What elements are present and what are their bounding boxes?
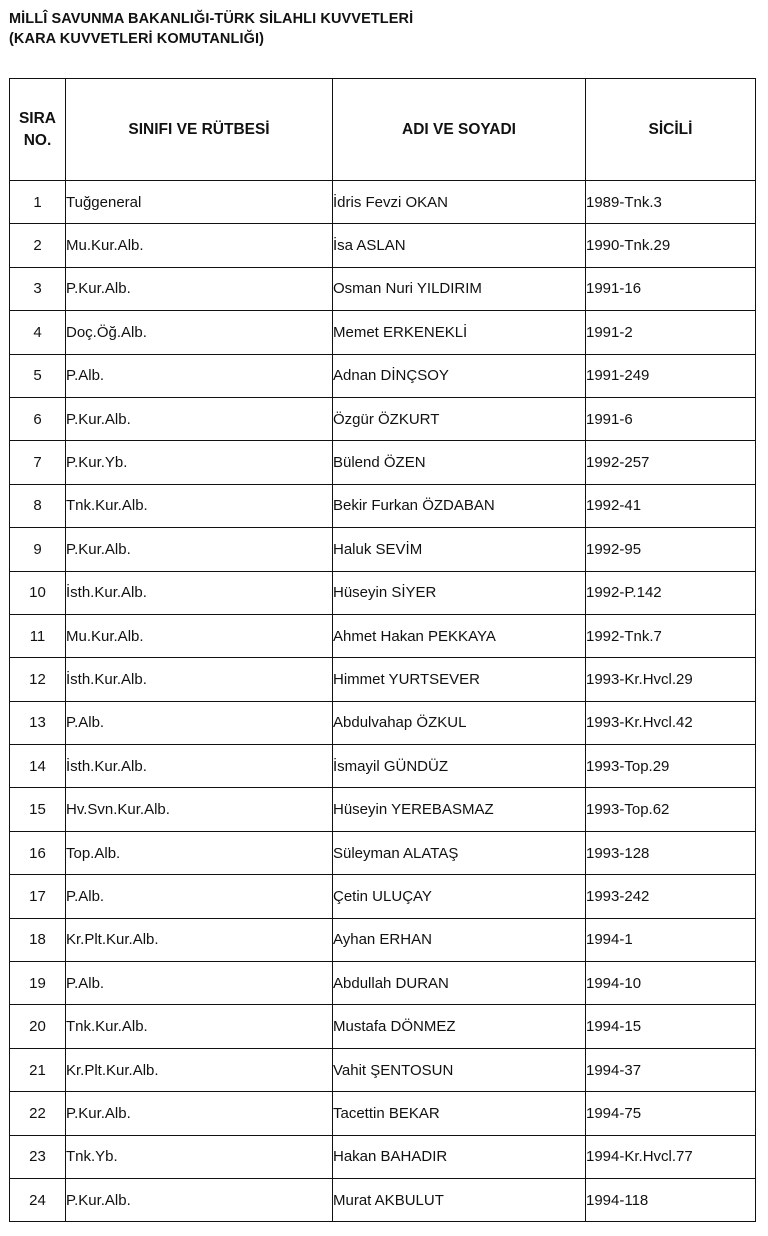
registry-cell: 1991-6 <box>586 397 756 440</box>
registry-cell: 1991-249 <box>586 354 756 397</box>
row-number-cell: 6 <box>10 397 66 440</box>
registry-cell: 1993-128 <box>586 831 756 874</box>
rank-cell: P.Kur.Alb. <box>66 1178 333 1221</box>
rank-cell: P.Alb. <box>66 354 333 397</box>
registry-cell: 1994-118 <box>586 1178 756 1221</box>
heading-line-command: (KARA KUVVETLERİ KOMUTANLIĞI) <box>9 31 265 47</box>
row-number-cell: 3 <box>10 267 66 310</box>
registry-cell: 1994-10 <box>586 962 756 1005</box>
name-cell: Memet ERKENEKLİ <box>333 311 586 354</box>
name-cell: Himmet YURTSEVER <box>333 658 586 701</box>
table-row <box>10 484 756 527</box>
name-cell: Murat AKBULUT <box>333 1178 586 1221</box>
row-number-cell: 16 <box>10 831 66 874</box>
registry-cell: 1994-15 <box>586 1005 756 1048</box>
table-body <box>10 181 756 1222</box>
row-number-cell: 8 <box>10 484 66 527</box>
rank-cell: İsth.Kur.Alb. <box>66 658 333 701</box>
registry-cell: 1994-1 <box>586 918 756 961</box>
name-cell: Hüseyin SİYER <box>333 571 586 614</box>
name-cell: Süleyman ALATAŞ <box>333 831 586 874</box>
table-row <box>10 397 756 440</box>
registry-cell: 1993-Top.29 <box>586 745 756 788</box>
rank-cell: Tnk.Kur.Alb. <box>66 484 333 527</box>
registry-cell: 1990-Tnk.29 <box>586 224 756 267</box>
header-sira-no <box>10 79 66 181</box>
table-row <box>10 354 756 397</box>
table-row <box>10 441 756 484</box>
registry-cell: 1993-Top.62 <box>586 788 756 831</box>
registry-cell: 1994-37 <box>586 1048 756 1091</box>
table-row <box>10 528 756 571</box>
name-cell: Özgür ÖZKURT <box>333 397 586 440</box>
table-row <box>10 267 756 310</box>
registry-cell: 1993-242 <box>586 875 756 918</box>
document-heading <box>9 9 413 49</box>
rank-cell: P.Alb. <box>66 962 333 1005</box>
header-sira-label: SIRA <box>18 109 57 127</box>
table-row <box>10 224 756 267</box>
personnel-table <box>9 78 756 1222</box>
registry-cell: 1992-41 <box>586 484 756 527</box>
table-row <box>10 875 756 918</box>
row-number-cell: 2 <box>10 224 66 267</box>
name-cell: Ahmet Hakan PEKKAYA <box>333 614 586 657</box>
rank-cell: Kr.Plt.Kur.Alb. <box>66 1048 333 1091</box>
row-number-cell: 20 <box>10 1005 66 1048</box>
table-row <box>10 1178 756 1221</box>
rank-cell: P.Kur.Alb. <box>66 528 333 571</box>
registry-cell: 1992-257 <box>586 441 756 484</box>
rank-cell: Top.Alb. <box>66 831 333 874</box>
name-cell: Haluk SEVİM <box>333 528 586 571</box>
table-header-row <box>10 79 756 181</box>
rank-cell: Mu.Kur.Alb. <box>66 614 333 657</box>
row-number-cell: 24 <box>10 1178 66 1221</box>
name-cell: Osman Nuri YILDIRIM <box>333 267 586 310</box>
registry-cell: 1993-Kr.Hvcl.42 <box>586 701 756 744</box>
name-cell: Mustafa DÖNMEZ <box>333 1005 586 1048</box>
rank-cell: P.Kur.Alb. <box>66 397 333 440</box>
table-row <box>10 658 756 701</box>
registry-cell: 1994-75 <box>586 1092 756 1135</box>
rank-cell: Mu.Kur.Alb. <box>66 224 333 267</box>
name-cell: Ayhan ERHAN <box>333 918 586 961</box>
name-cell: Tacettin BEKAR <box>333 1092 586 1135</box>
rank-cell: P.Kur.Alb. <box>66 1092 333 1135</box>
table-row <box>10 918 756 961</box>
name-cell: Hüseyin YEREBASMAZ <box>333 788 586 831</box>
header-no-label: NO. <box>23 131 52 149</box>
table-row <box>10 614 756 657</box>
name-cell: Abdullah DURAN <box>333 962 586 1005</box>
row-number-cell: 10 <box>10 571 66 614</box>
header-rank: SINIFI VE RÜTBESİ <box>66 79 333 181</box>
table-row <box>10 1135 756 1178</box>
row-number-cell: 12 <box>10 658 66 701</box>
rank-cell: P.Alb. <box>66 701 333 744</box>
registry-cell: 1992-Tnk.7 <box>586 614 756 657</box>
name-cell: İsa ASLAN <box>333 224 586 267</box>
name-cell: Hakan BAHADIR <box>333 1135 586 1178</box>
rank-cell: P.Kur.Yb. <box>66 441 333 484</box>
header-registry: SİCİLİ <box>586 79 756 181</box>
rank-cell: Doç.Öğ.Alb. <box>66 311 333 354</box>
table-row <box>10 745 756 788</box>
row-number-cell: 18 <box>10 918 66 961</box>
rank-cell: İsth.Kur.Alb. <box>66 745 333 788</box>
row-number-cell: 19 <box>10 962 66 1005</box>
row-number-cell: 5 <box>10 354 66 397</box>
rank-cell: Tnk.Kur.Alb. <box>66 1005 333 1048</box>
row-number-cell: 22 <box>10 1092 66 1135</box>
row-number-cell: 1 <box>10 181 66 224</box>
registry-cell: 1992-P.142 <box>586 571 756 614</box>
registry-cell: 1991-16 <box>586 267 756 310</box>
table-row <box>10 962 756 1005</box>
registry-cell: 1989-Tnk.3 <box>586 181 756 224</box>
name-cell: İsmayil GÜNDÜZ <box>333 745 586 788</box>
name-cell: Bülend ÖZEN <box>333 441 586 484</box>
table-row <box>10 571 756 614</box>
registry-cell: 1994-Kr.Hvcl.77 <box>586 1135 756 1178</box>
header-name: ADI VE SOYADI <box>333 79 586 181</box>
name-cell: Çetin ULUÇAY <box>333 875 586 918</box>
row-number-cell: 14 <box>10 745 66 788</box>
table-row <box>10 831 756 874</box>
row-number-cell: 23 <box>10 1135 66 1178</box>
registry-cell: 1992-95 <box>586 528 756 571</box>
rank-cell: Hv.Svn.Kur.Alb. <box>66 788 333 831</box>
name-cell: Vahit ŞENTOSUN <box>333 1048 586 1091</box>
row-number-cell: 13 <box>10 701 66 744</box>
row-number-cell: 4 <box>10 311 66 354</box>
row-number-cell: 15 <box>10 788 66 831</box>
rank-cell: P.Alb. <box>66 875 333 918</box>
rank-cell: P.Kur.Alb. <box>66 267 333 310</box>
table-row <box>10 1005 756 1048</box>
row-number-cell: 11 <box>10 614 66 657</box>
row-number-cell: 21 <box>10 1048 66 1091</box>
table-row <box>10 701 756 744</box>
row-number-cell: 7 <box>10 441 66 484</box>
row-number-cell: 17 <box>10 875 66 918</box>
table-row <box>10 311 756 354</box>
rank-cell: İsth.Kur.Alb. <box>66 571 333 614</box>
table-row <box>10 1092 756 1135</box>
name-cell: Abdulvahap ÖZKUL <box>333 701 586 744</box>
rank-cell: Tnk.Yb. <box>66 1135 333 1178</box>
row-number-cell: 9 <box>10 528 66 571</box>
name-cell: İdris Fevzi OKAN <box>333 181 586 224</box>
name-cell: Adnan DİNÇSOY <box>333 354 586 397</box>
rank-cell: Tuğgeneral <box>66 181 333 224</box>
table-row <box>10 788 756 831</box>
name-cell: Bekir Furkan ÖZDABAN <box>333 484 586 527</box>
heading-line-ministry: MİLLÎ SAVUNMA BAKANLIĞI-TÜRK SİLAHLI KUVVETLERİ <box>9 11 414 27</box>
rank-cell: Kr.Plt.Kur.Alb. <box>66 918 333 961</box>
table-row <box>10 1048 756 1091</box>
table-row <box>10 181 756 224</box>
registry-cell: 1993-Kr.Hvcl.29 <box>586 658 756 701</box>
registry-cell: 1991-2 <box>586 311 756 354</box>
